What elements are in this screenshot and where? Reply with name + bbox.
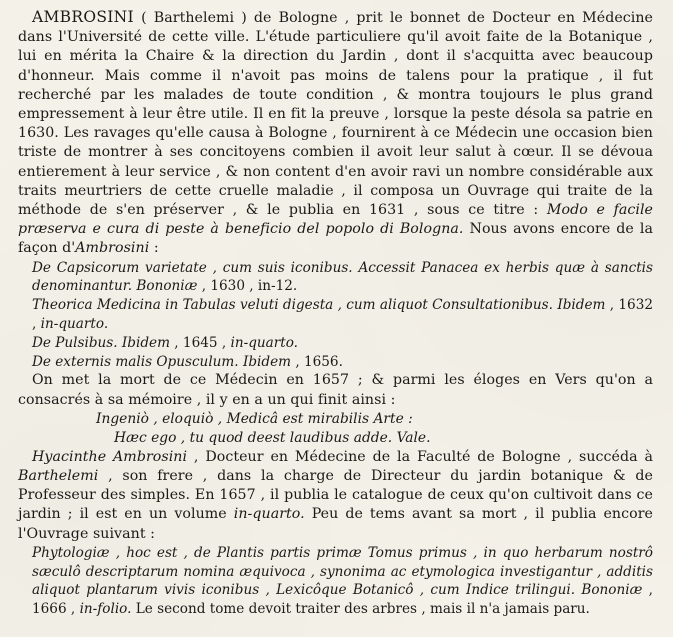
entry-text: ( Barthelemi ) de Bologne , prit le bonnet de Docteur en Médecine dans l'Université de cette ville. L'étude particuliere qu'il avoit faite de la Botanique , lui en mérita la Chaire & la direction du Jardin , dont il s'acquitta avec beaucoup d'honneur. Mais comme il n'avoit pas moins de talens pour la pratique , il fut recherché par les malades de toute condition , & montra toujours le plus grand empressement à leur être utile. Il en fit la preuve , lorsque la peste désola sa patrie en 1630. Les ravages qu'elle causa à Bologne , fournirent à ce Médecin une occasion bien triste de montrer à ses concitoyens combien il avoit leur salut à cœur. Il se dévoua entierement à leur service , & non content d'en avoir ravi un nombre considérable aux traits meurtriers de cette cruelle maladie , il composa un Ouvrage qui traite de la méthode de s'en préserver , & le publia en 1631 , sous ce titre :: [18, 10, 653, 219]
citation-normal: , 1632 ,: [32, 297, 653, 333]
citation-normal: , 1656.: [291, 353, 343, 370]
citation-italic: De Pulsibus. Ibidem: [32, 334, 170, 351]
format-italic: in-quarto.: [233, 506, 305, 523]
entry-colon: :: [149, 240, 159, 257]
entry-text-end: Nous avons encore de la façon d': [18, 221, 653, 257]
citation-italic: De externis malis Opusculum. Ibidem: [32, 353, 292, 370]
author-name-italic: Ambrosini: [75, 240, 150, 257]
work-citation-phytologia: [32, 544, 653, 619]
citation-normal: , 1630 , in-12.: [197, 278, 298, 295]
entry-ambrosini-hyacinthe: [18, 448, 653, 544]
entry-headword: AMBROSINI: [32, 8, 134, 26]
work-citation: [32, 334, 653, 353]
citation-italic: Phytologiæ , hoc est , de Plantis partis primæ Tomus primus , in quo herbarum nostrô sæculô descriptarum nomina æquivoca , synonima ac etymologica investigantur , additis aliquot plantarum vivis iconibus , Lexicôque Botanicô , cum Indice trilingui. Bononiæ: [32, 544, 653, 599]
work-citation: [32, 259, 653, 297]
work-title-italic: Modo e facile præserva e cura di peste à beneficio del popolo di Bologna.: [18, 202, 654, 238]
verse-line-1: Ingeniò , eloquiò , Medicâ est mirabilis Arte :: [96, 410, 413, 427]
name-italic: Barthelemi: [18, 468, 99, 485]
citation-closing-text: Le second tome devoit traiter des arbres , mais il n'a jamais paru.: [131, 601, 590, 618]
citation-italic-format: in-folio.: [79, 601, 132, 618]
entry-text: , son frere , dans la charge de Directeur du jardin botanique & de Professeur des simples. En 1657 , il publia le catalogue de ceux qu'on cultivoit dans ce jardin ; il est en un volume: [18, 468, 653, 523]
entry-text: , Docteur en Médecine de la Faculté de Bologne , succéda à: [187, 448, 653, 465]
work-citation: [32, 296, 653, 334]
citation-italic: De Capsicorum varietate , cum suis iconibus. Accessit Panacea ex herbis quæ à sanctis denominantur. Bononiæ: [32, 259, 653, 295]
entry-paragraph-death: On met la mort de ce Médecin en 1657 ; & parmi les éloges en Vers qu'on a consacrés à sa mémoire , il y en a un qui finit ainsi :: [18, 372, 653, 408]
citation-normal: , 1666 ,: [32, 582, 653, 618]
entry-headword-italic: Hyacinthe Ambrosini: [32, 448, 188, 465]
entry-text-end: Peu de tems avant sa mort , il publia encore l'Ouvrage suivant :: [18, 506, 653, 542]
verse-line-2: Hæc ego , tu quod deest laudibus adde. Vale.: [114, 429, 431, 446]
work-citation: [32, 353, 653, 372]
entry-ambrosini-barthelemi: [18, 8, 653, 259]
citation-italic: Theorica Medicina in Tabulas veluti digesta , cum aliquot Consultationibus. Ibidem: [32, 297, 606, 314]
citation-normal: , 1645 ,: [169, 334, 231, 351]
citation-italic-format: in-quarto.: [40, 316, 109, 333]
citation-italic-format: in-quarto.: [230, 334, 298, 351]
